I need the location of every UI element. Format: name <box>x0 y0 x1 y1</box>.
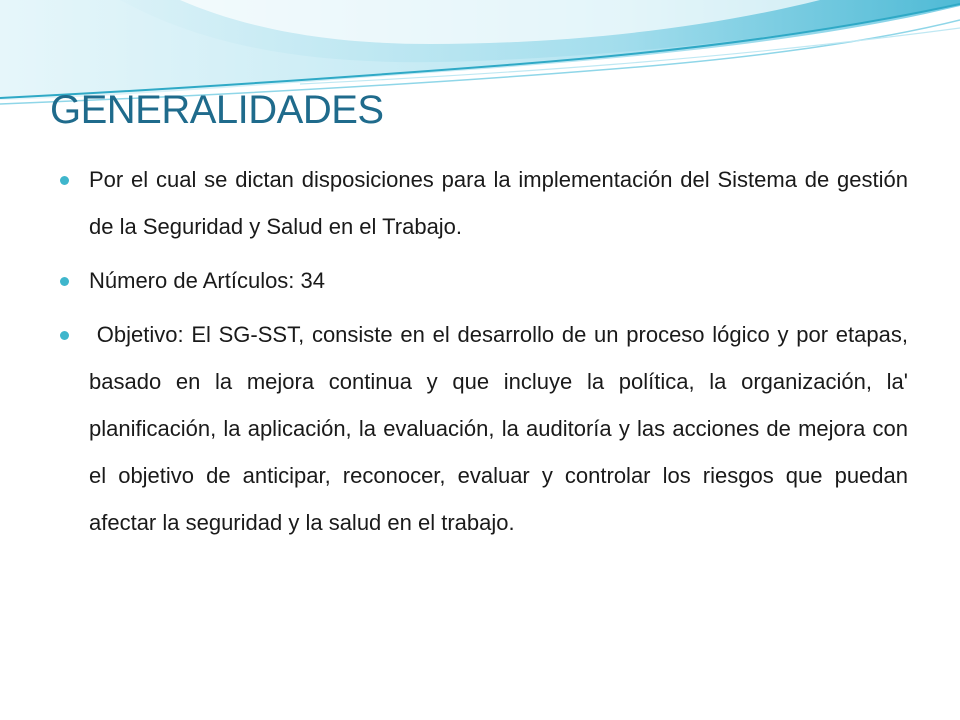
bullet-text: Por el cual se dictan disposiciones para la implementación del Sistema de gestión de la Seguridad y Salud en el Trabajo. <box>89 167 908 239</box>
slide-title: GENERALIDADES <box>50 88 384 132</box>
bullet-list <box>60 156 915 553</box>
bullet-item-description <box>60 156 908 250</box>
bullet-item-objective <box>60 311 915 546</box>
bullet-text: Objetivo: El SG-SST, consiste en el desarrollo de un proceso lógico y por etapas, basado en la mejora continua y que incluye la política, la organización, la' planificación, la aplicación, la evaluación, la auditoría y las acciones de mejora con el objetivo de anticipar, reconocer, evaluar y controlar los riesgos que puedan afectar la seguridad y la salud en el trabajo. <box>89 322 915 535</box>
bullet-dot-icon <box>60 176 69 185</box>
bullet-text: Número de Artículos: 34 <box>89 268 326 293</box>
bullet-item-articles <box>60 257 908 304</box>
bullet-dot-icon <box>60 277 69 286</box>
bullet-dot-icon <box>60 331 69 340</box>
